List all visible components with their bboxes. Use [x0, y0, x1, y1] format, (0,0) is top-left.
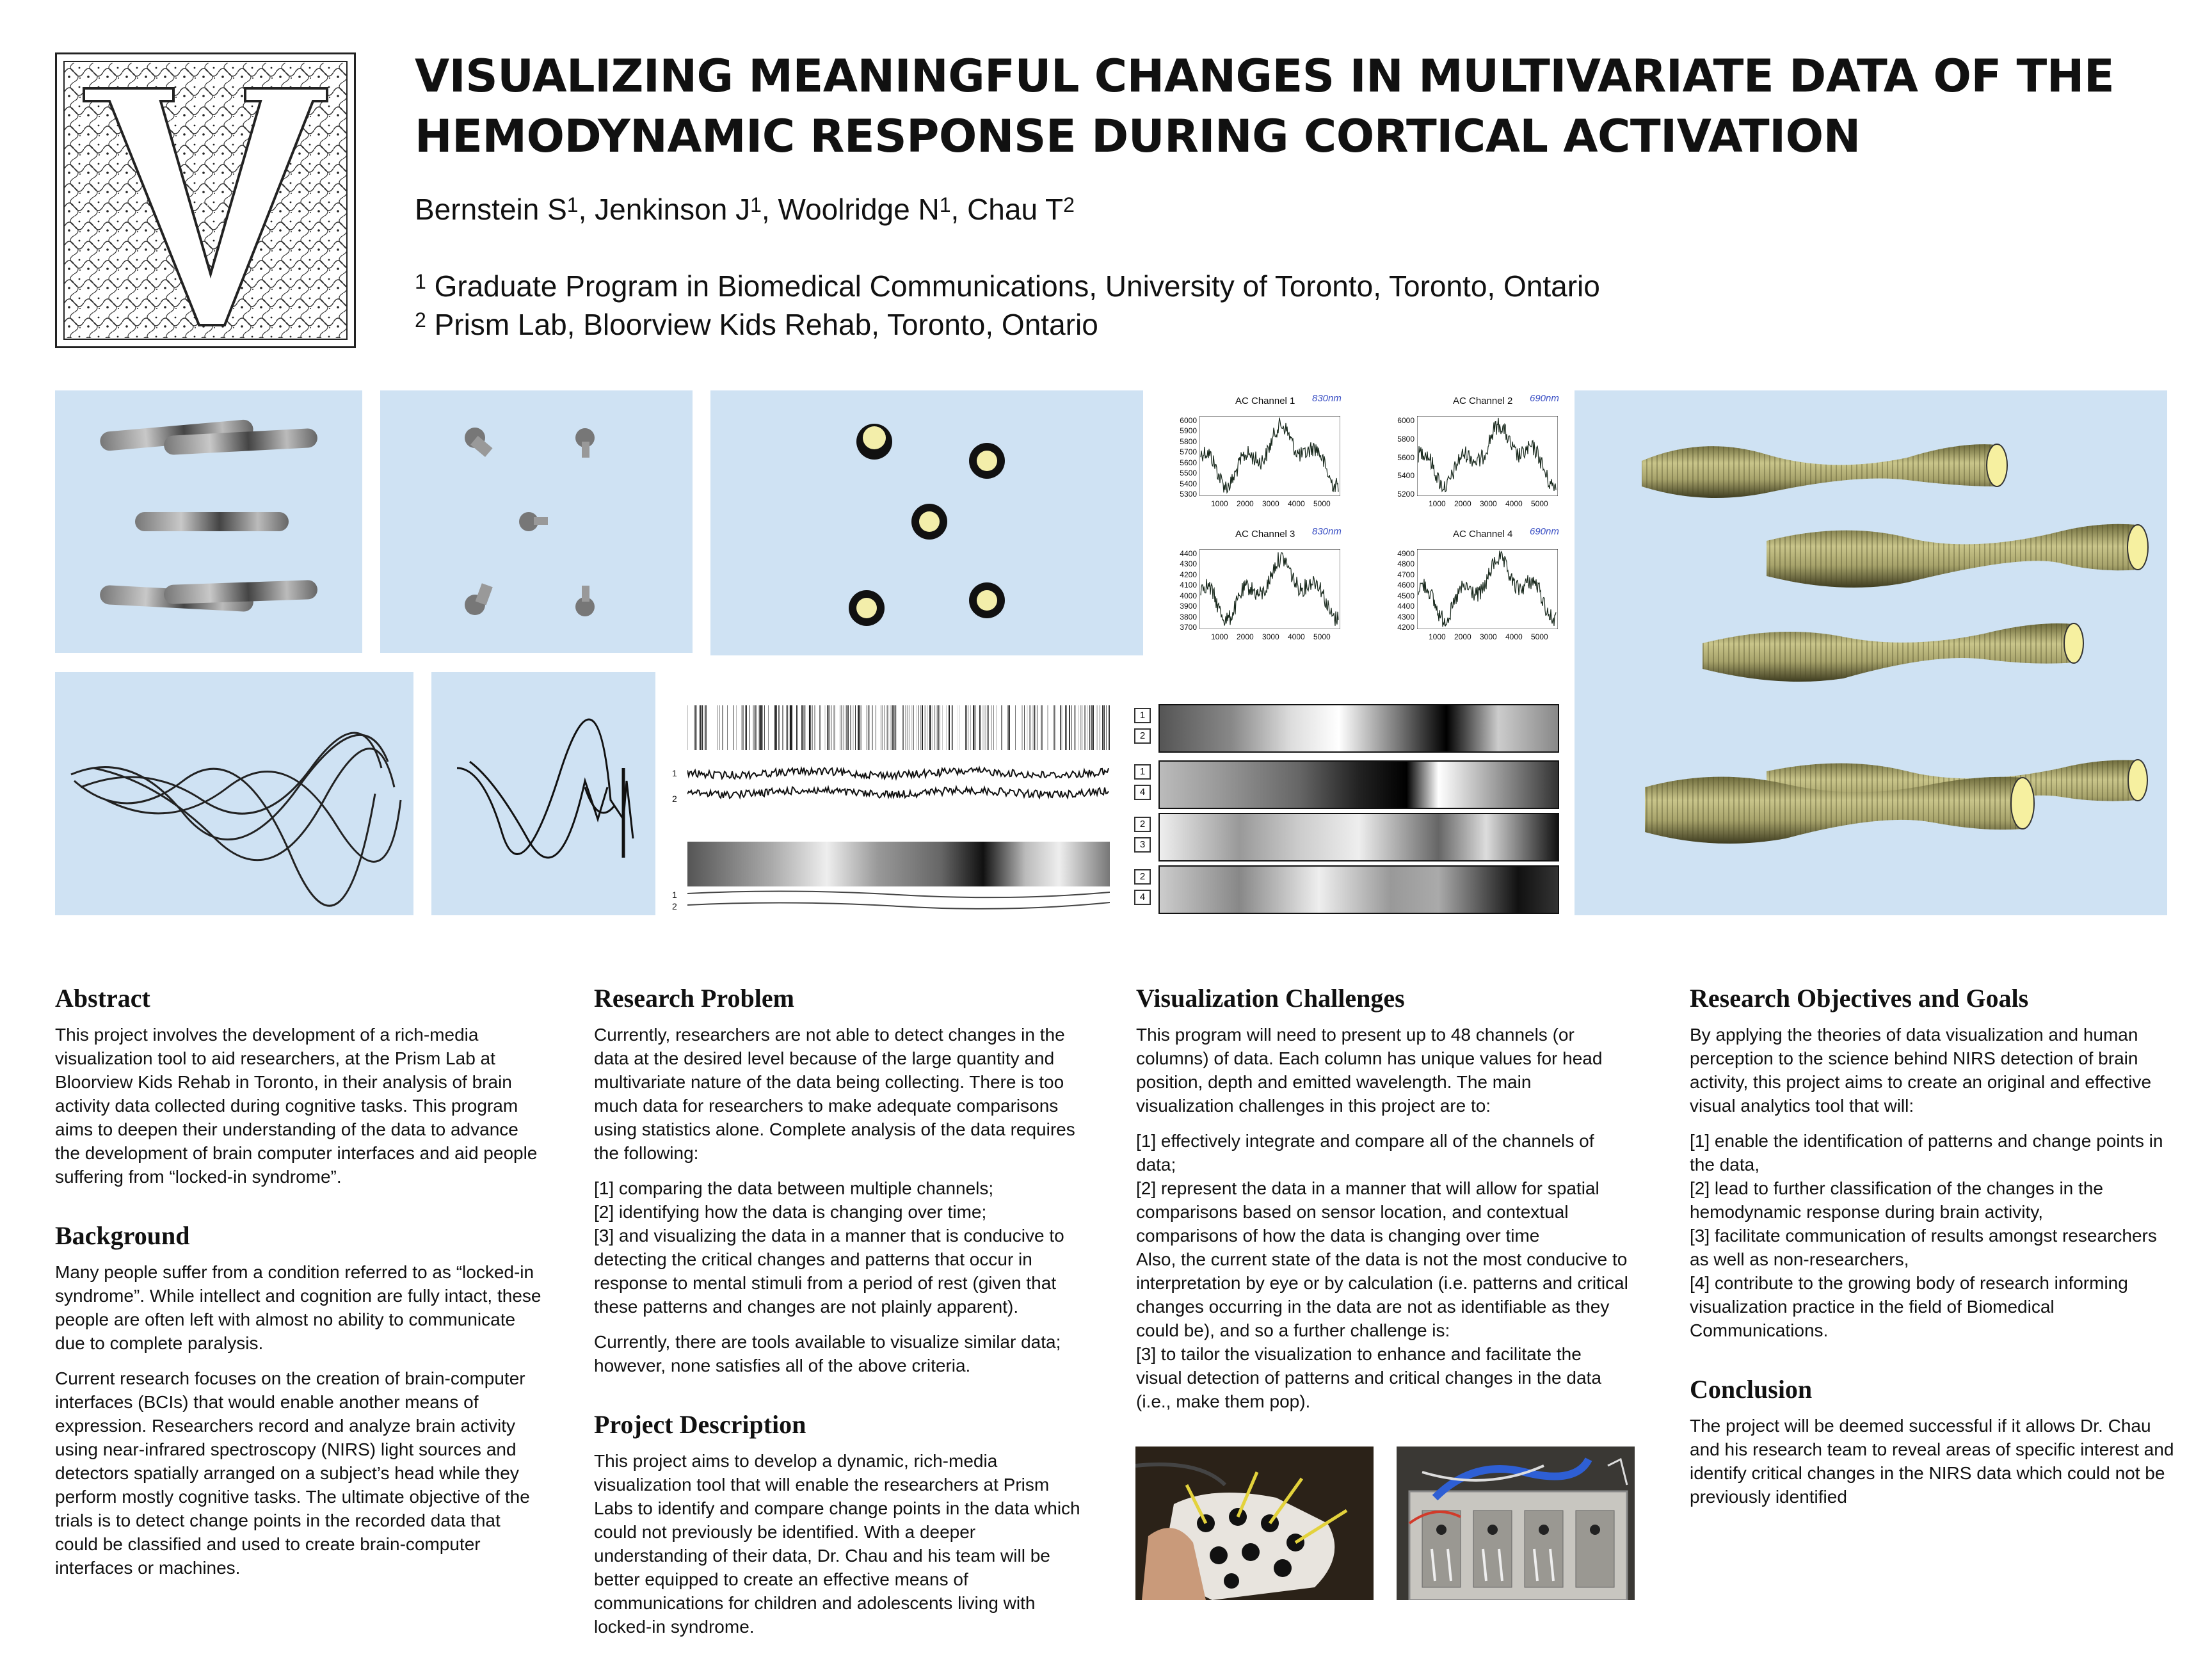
- x-tick: 3000: [1262, 499, 1279, 508]
- y-tick: 5600: [1180, 458, 1197, 467]
- ac-channel-1-chart: [1158, 390, 1350, 518]
- conclusion-body: The project will be deemed successful if it allows Dr. Chau and his research team to reveal areas of specific interest and identify critical changes in the NIRS data which could not be previously identified: [1690, 1416, 2174, 1507]
- dropcap-letter: V: [200, 198, 211, 213]
- y-tick: 3800: [1180, 612, 1197, 621]
- x-tick: 1000: [1211, 499, 1228, 508]
- affiliation-text: Prism Lab, Bloorview Kids Rehab, Toronto, Ontario: [434, 308, 1098, 341]
- list-item: [3] facilitate communication of results amongst researchers as well as non-researchers,: [1690, 1226, 2157, 1269]
- ac-channel-3-signal: [1199, 549, 1340, 629]
- ac-channel-2-signal: [1417, 416, 1558, 496]
- affiliation-mark: 1: [415, 270, 426, 293]
- y-tick: 5300: [1180, 490, 1197, 499]
- smooth-traces: [687, 887, 1110, 913]
- channel-label-box: 4: [1134, 890, 1151, 905]
- list-item: [1] effectively integrate and compare all of the channels of data;: [1136, 1131, 1594, 1174]
- author-affiliation-mark: 2: [1063, 193, 1075, 216]
- author-list: Bernstein $S^1$, Jenkinson $J^1$, Woolridge $N^1$, Chau $T^2$: [415, 193, 1075, 226]
- author-affiliation-mark: 1: [939, 193, 951, 216]
- x-tick: 3000: [1262, 632, 1279, 641]
- conclusion-heading: Conclusion: [1690, 1375, 1813, 1404]
- gradient-bar: [1158, 760, 1559, 809]
- channel-label-box: 3: [1134, 837, 1151, 853]
- figure-sensor-caps: [710, 390, 1143, 655]
- research-objectives-heading: Research Objectives and Goals: [1690, 984, 2029, 1013]
- y-tick: 4400: [1180, 549, 1197, 558]
- trace-label: 1: [672, 890, 677, 900]
- chart-title: AC Channel 2: [1453, 396, 1513, 406]
- chart-title: AC Channel 1: [1235, 396, 1295, 406]
- chart-handwritten-note: 690nm: [1530, 526, 1559, 537]
- title-line-1: VISUALIZING MEANINGFUL CHANGES IN MULTIVARIATE DATA OF THE: [415, 50, 2115, 102]
- abstract-heading: Abstract: [55, 984, 150, 1013]
- signal-line: [1418, 418, 1556, 492]
- x-tick: 1000: [1429, 632, 1446, 641]
- figure-barcode-and-traces: [672, 698, 1114, 915]
- trace-label: 2: [672, 794, 677, 804]
- research-problem-closing: Currently, there are tools available to visualize similar data; however, none satisfies all of the above criteria.: [594, 1332, 1061, 1375]
- author-name: Chau T: [967, 193, 1064, 226]
- figure-gray-cylinders: [55, 390, 362, 653]
- column-2: [594, 979, 1087, 1650]
- background-paragraph: Many people suffer from a condition referred to as “locked-in syndrome”. While intellect and cognition are fully intact, these people are often left with almost no ability to communicate due to complete paralysis.: [55, 1262, 541, 1353]
- author-affiliation-mark: 1: [566, 193, 579, 216]
- x-tick: 1000: [1211, 632, 1228, 641]
- list-item: Also, the current state of the data is not the most conducive to interpretation by eye or by calculation (i.e. patterns and critical changes occurring in the data are not as identifiable as they could be), and so a further challenge is:: [1136, 1249, 1628, 1340]
- tube-3: [1703, 623, 2083, 682]
- list-item: [4] contribute to the growing body of research informing visualization practice in the field of Biomedical Communications.: [1690, 1273, 2128, 1340]
- figure-line-traces-2: [431, 672, 655, 915]
- y-tick: 4100: [1180, 581, 1197, 590]
- ac-channel-1-signal: [1199, 416, 1340, 496]
- y-tick: 5800: [1397, 434, 1415, 444]
- author-affiliation-mark: 1: [750, 193, 762, 216]
- background-paragraph: Current research focuses on the creation of brain-computer interfaces (BCIs) that would enable another means of expression. Researchers record and analyze brain activity using near-infrared spectroscopy (NIRS) light sources and detectors spatially arranged on a subject’s head while they perform mostly cognitive tasks. The ultimate objective of the trials is to detect change points in the recorded data that could be classified and used to create brain-computer interfaces or machines.: [55, 1368, 530, 1578]
- y-tick: 4900: [1397, 549, 1415, 558]
- trace-label: 1: [672, 768, 677, 778]
- x-tick: 2000: [1237, 632, 1254, 641]
- signal-line: [1201, 552, 1338, 626]
- y-tick: 5500: [1180, 469, 1197, 478]
- chart-handwritten-note: 830nm: [1312, 526, 1342, 537]
- affiliation-2: [415, 301, 1098, 344]
- channel-label-box: 2: [1134, 728, 1151, 744]
- x-tick: 1000: [1429, 499, 1446, 508]
- channel-label-box: 1: [1134, 764, 1151, 780]
- list-item: [2] represent the data in a manner that will allow for spatial comparisons based on sensor location, and contextual comparisons of how the data is changing over time: [1136, 1178, 1599, 1246]
- chart-handwritten-note: 830nm: [1312, 393, 1342, 404]
- chart-handwritten-note: 690nm: [1530, 393, 1559, 404]
- tube-1: [1642, 444, 2007, 498]
- channel-label-box: 1: [1134, 708, 1151, 723]
- chart-title: AC Channel 3: [1235, 529, 1295, 540]
- y-tick: 5200: [1397, 490, 1415, 499]
- y-tick: 4200: [1397, 623, 1415, 632]
- x-tick: 2000: [1454, 499, 1471, 508]
- x-tick: 5000: [1531, 632, 1548, 641]
- y-tick-labels: [1162, 416, 1197, 499]
- signal-line: [1201, 418, 1338, 493]
- y-tick: 5400: [1180, 479, 1197, 488]
- list-item: [1] comparing the data between multiple channels;: [594, 1178, 994, 1198]
- y-tick: 4700: [1397, 570, 1415, 579]
- y-tick: 4800: [1397, 559, 1415, 569]
- ornamental-v-icon: [65, 62, 346, 339]
- ac-channel-2-chart: [1376, 390, 1568, 518]
- list-item: [2] identifying how the data is changing over time;: [594, 1202, 987, 1222]
- y-tick-labels: [1380, 416, 1415, 499]
- y-tick: 4200: [1180, 570, 1197, 579]
- channel-label-box: 4: [1134, 785, 1151, 800]
- y-tick: 5400: [1397, 471, 1415, 481]
- list-item: [3] to tailor the visualization to enhance and facilitate the visual detection of patterns and critical changes in the data (i.e., make them pop).: [1136, 1344, 1601, 1411]
- y-tick-labels: [1162, 549, 1197, 632]
- y-tick: 4500: [1397, 591, 1415, 600]
- x-tick: 2000: [1454, 632, 1471, 641]
- x-tick: 3000: [1480, 499, 1497, 508]
- channel-label-box: 2: [1134, 869, 1151, 885]
- y-tick: 5600: [1397, 453, 1415, 462]
- x-tick: 4000: [1288, 632, 1305, 641]
- photo-nirs-equipment: [1397, 1447, 1635, 1600]
- channel-label-box: 2: [1134, 817, 1151, 832]
- list-item: [2] lead to further classification of the changes in the hemodynamic response during brain activity,: [1690, 1178, 2103, 1222]
- barcode-strip: [687, 705, 1110, 750]
- research-objectives-intro: By applying the theories of data visualization and human perception to the science behind NIRS detection of brain activity, this project aims to create an original and effective visual analytics tool that will:: [1690, 1025, 2152, 1116]
- x-tick: 5000: [1531, 499, 1548, 508]
- affiliation-text: Graduate Program in Biomedical Communications, University of Toronto, Toronto, Ontario: [434, 269, 1600, 303]
- ac-channel-3-chart: [1158, 524, 1350, 652]
- x-tick: 3000: [1480, 632, 1497, 641]
- background-heading: Background: [55, 1221, 190, 1250]
- author-name: Bernstein S: [415, 193, 567, 226]
- research-problem-intro: Currently, researchers are not able to detect changes in the data at the desired level because of the large quantity and multivariate nature of the data being collecting. There is too much data for researchers to make adequate comparisons using statistics alone. Complete analysis of the data requires the following:: [594, 1025, 1075, 1163]
- y-tick: 5900: [1180, 426, 1197, 436]
- author-name: Woolridge N: [778, 193, 940, 226]
- y-tick: 4300: [1180, 559, 1197, 569]
- x-tick-labels: [1417, 499, 1558, 512]
- signal-line: [1418, 550, 1556, 627]
- figure-gray-sensors: [380, 390, 693, 653]
- gradient-bar: [1158, 704, 1559, 753]
- x-tick: 4000: [1505, 632, 1523, 641]
- gradient-strip: [687, 842, 1110, 886]
- column-4: [1690, 979, 2176, 1520]
- y-tick: 3900: [1180, 602, 1197, 611]
- y-tick: 6000: [1180, 416, 1197, 425]
- visualization-challenges-intro: This program will need to present up to 48 channels (or columns) of data. Each column has unique values for head position, depth and emitted wavelength. The main visualization challenges in this project are to:: [1136, 1025, 1603, 1116]
- ac-channel-4-signal: [1417, 549, 1558, 629]
- trace-label: 2: [672, 901, 677, 911]
- x-tick: 5000: [1313, 632, 1331, 641]
- dropcap-illustration: [55, 52, 356, 348]
- noisy-traces: [687, 762, 1110, 813]
- figure-line-traces-1: [55, 672, 413, 915]
- photo-sensor-cap: [1135, 1447, 1374, 1600]
- y-tick: 4400: [1397, 602, 1415, 611]
- ac-channel-4-chart: [1376, 524, 1568, 652]
- y-tick: 4300: [1397, 612, 1415, 621]
- poster-title: [415, 46, 2143, 166]
- gradient-bar: [1158, 865, 1559, 914]
- y-tick: 5700: [1180, 447, 1197, 457]
- visualization-challenges-heading: Visualization Challenges: [1136, 984, 1405, 1013]
- x-tick-labels: [1199, 632, 1340, 645]
- x-tick: 2000: [1237, 499, 1254, 508]
- tube-2: [1767, 524, 2148, 588]
- y-tick: 5800: [1180, 437, 1197, 446]
- research-problem-heading: Research Problem: [594, 984, 794, 1013]
- x-tick-labels: [1199, 499, 1340, 512]
- list-item: [1] enable the identification of patterns and change points in the data,: [1690, 1131, 2163, 1174]
- y-tick: 4000: [1180, 591, 1197, 600]
- abstract-body: This project involves the development of a rich-media visualization tool to aid researchers, at the Prism Lab at Bloorview Kids Rehab in Toronto, in their analysis of brain activity data collected during cognitive tasks. This program aims to deepen their understanding of the data to advance the development of brain computer interfaces and aid people suffering from “locked-in syndrome”.: [55, 1025, 538, 1187]
- figure-gradient-comparisons: [1133, 704, 1562, 915]
- y-tick: 6000: [1397, 416, 1415, 425]
- title-line-2: HEMODYNAMIC RESPONSE DURING CORTICAL ACTIVATION: [415, 110, 1861, 163]
- column-1: [55, 979, 541, 1591]
- x-tick-labels: [1417, 632, 1558, 645]
- y-tick: 3700: [1180, 623, 1197, 632]
- gradient-bar: [1158, 813, 1559, 862]
- project-description-body: This project aims to develop a dynamic, rich-media visualization tool that will enable the researchers at Prism Labs to identify and compare change points in the data which could not previously be identified. With a deeper understanding of their data, Dr. Chau and his team will be better equipped to create an effective means of communications for children and adolescents living with locked-in syndrome.: [594, 1451, 1080, 1637]
- author-name: Jenkinson J: [595, 193, 751, 226]
- project-description-heading: Project Description: [594, 1410, 806, 1439]
- x-tick: 5000: [1313, 499, 1331, 508]
- column-3: [1136, 979, 1629, 1425]
- figure-3d-tubes: [1575, 390, 2167, 915]
- x-tick: 4000: [1505, 499, 1523, 508]
- chart-title: AC Channel 4: [1453, 529, 1513, 540]
- y-tick-labels: [1380, 549, 1415, 632]
- y-tick: 4600: [1397, 581, 1415, 590]
- list-item: [3] and visualizing the data in a manner that is conducive to detecting the critical changes and patterns that occur in response to mental stimuli from a period of rest (given that these patterns and changes are not plainly apparent).: [594, 1226, 1064, 1317]
- x-tick: 4000: [1288, 499, 1305, 508]
- affiliation-mark: 2: [415, 309, 426, 332]
- affiliation-1: [415, 262, 1600, 305]
